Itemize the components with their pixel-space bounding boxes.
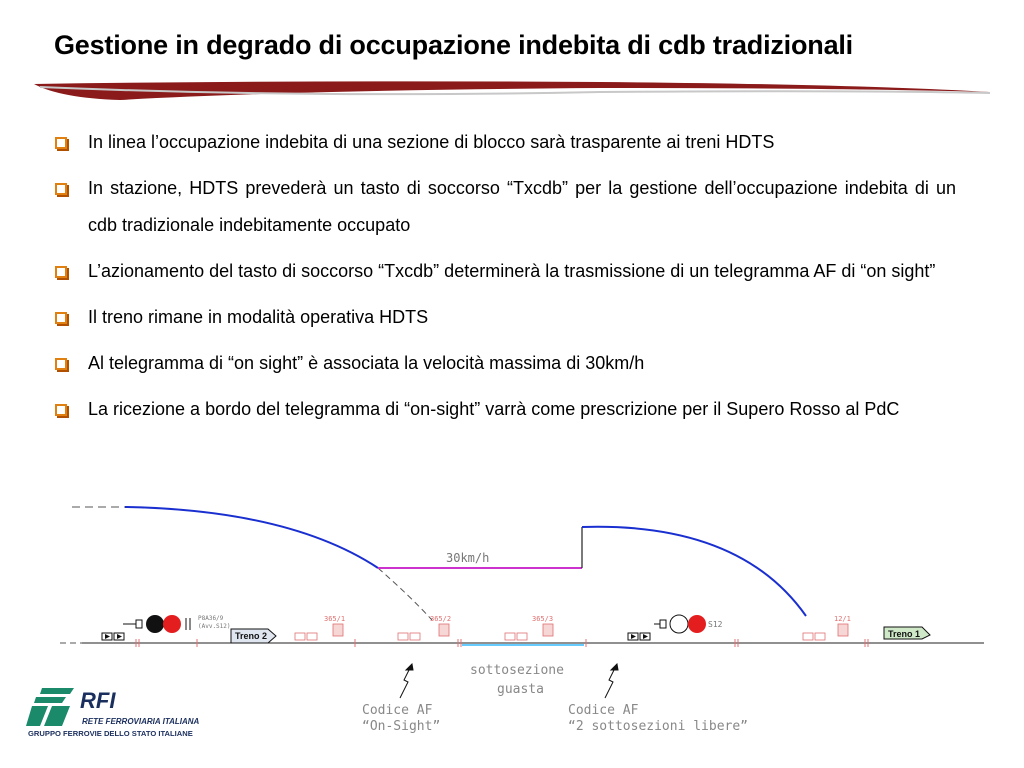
slide-title: Gestione in degrado di occupazione indebita di cdb tradizionali <box>54 30 853 60</box>
bullet-marker-icon <box>55 137 67 149</box>
cdb-label: 365/2 <box>430 615 452 623</box>
braking-curve-left <box>125 507 378 568</box>
logo-line2: GRUPPO FERROVIE DELLO STATO ITALIANE <box>28 729 193 738</box>
logo-line1: RETE FERROVIARIA ITALIANA <box>82 717 200 726</box>
fault-label-line2: guasta <box>497 682 544 697</box>
cdb-label: 365/3 <box>532 615 554 623</box>
train-2 <box>231 629 276 643</box>
bullet-text: In linea l’occupazione indebita di una sezione di blocco sarà trasparente ai treni HDTS <box>88 132 775 152</box>
bullet-text: Il treno rimane in modalità operativa HDTS <box>88 307 429 327</box>
bullet-text: Al telegramma di “on sight” è associata la velocità massima di 30km/h <box>88 353 645 373</box>
cdb-label: 12/1 <box>834 615 851 623</box>
code2-line1: Codice AF <box>568 703 639 718</box>
bullet-marker-icon <box>55 404 67 416</box>
rfi-logo <box>22 684 232 744</box>
signal-right-icon <box>654 615 706 633</box>
bullet-marker-icon <box>55 358 67 370</box>
bullet-item <box>54 124 956 161</box>
fs-logo-icon <box>26 688 74 726</box>
bullet-text: L’azionamento del tasto di soccorso “Txcdb” determinerà la trasmissione di un telegramma AF di “on sight” <box>88 261 936 281</box>
code1-line1: Codice AF <box>362 703 433 718</box>
braking-curve-right <box>582 527 806 616</box>
bullet-item <box>54 345 956 382</box>
code2-line2: “2 sottosezioni libere” <box>568 719 749 734</box>
lightning-icon <box>400 664 413 698</box>
bullet-item <box>54 170 956 244</box>
fault-label-line1: sottosezione <box>470 663 564 678</box>
bullet-list <box>54 124 956 437</box>
title-underline-swoosh <box>0 78 1024 104</box>
train2-label: Treno 2 <box>235 631 268 641</box>
braking-curve-left-dashed <box>378 568 432 620</box>
signal-right-label: S12 <box>708 620 723 629</box>
bullet-item <box>54 299 956 336</box>
logo-brand: RFI <box>80 688 116 713</box>
signal-left-label-2: (Avv.S12) <box>198 623 231 630</box>
bullet-item <box>54 253 956 290</box>
speed-label: 30km/h <box>446 551 490 565</box>
train1-label: Treno 1 <box>888 629 921 639</box>
bullet-marker-icon <box>55 183 67 195</box>
lightning-icon <box>605 664 618 698</box>
cdb-label: 365/1 <box>324 615 346 623</box>
code1-line2: “On-Sight” <box>362 719 441 734</box>
bullet-marker-icon <box>55 312 67 324</box>
bullet-text: In stazione, HDTS prevederà un tasto di soccorso “Txcdb” per la gestione dell’occupazione indebita di un cdb tradizionale indebitamente occupato <box>88 178 956 235</box>
signal-left-icon <box>123 615 190 633</box>
bullet-marker-icon <box>55 266 67 278</box>
bullet-text: La ricezione a bordo del telegramma di “on-sight” varrà come prescrizione per il Supero Rosso al PdC <box>88 399 900 419</box>
bullet-item <box>54 391 956 428</box>
train-1 <box>884 627 930 639</box>
signal-left-label: P8A36/9 <box>198 615 224 622</box>
